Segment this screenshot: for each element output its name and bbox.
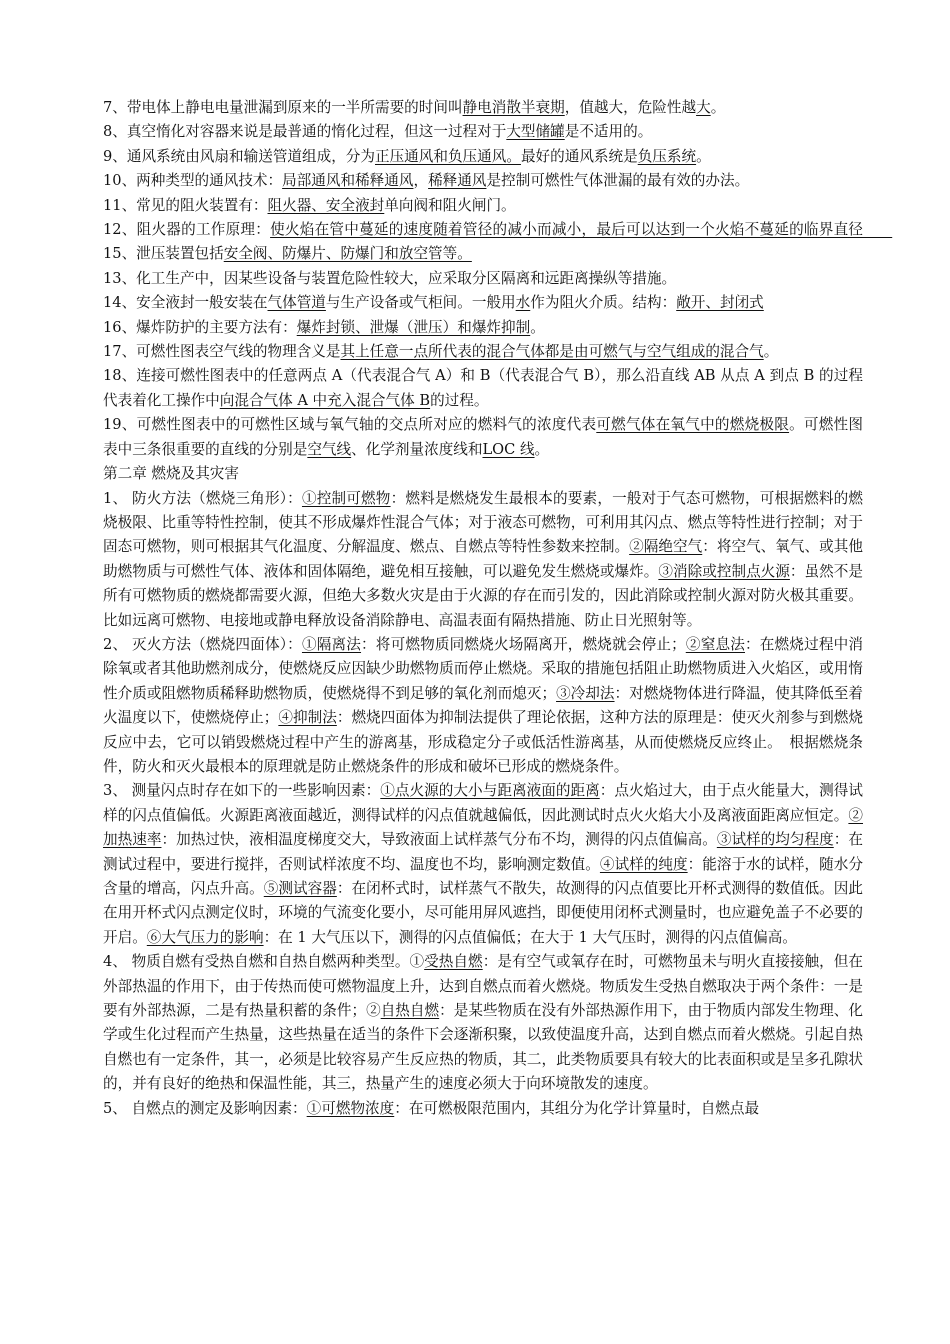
underlined-term: 安全阀、防爆片、防爆门和放空管等。 [223, 245, 472, 263]
text-run: 8、真空惰化对容器来说是最普通的惰化过程，但这一过程对于 [103, 123, 507, 141]
text-run: 单向阀和阻火闸门。 [384, 196, 516, 214]
text-run: 。 [696, 147, 711, 165]
underlined-term: ①隔离法 [301, 635, 362, 653]
paragraph [103, 1097, 863, 1121]
text-run: 作为阻火介质。结构： [530, 294, 677, 312]
paragraph [103, 169, 863, 193]
text-run: ：将空气、氧气、或其他助燃物质与可燃性气体、液体和固体隔绝，避免相互接触，可以避免发生燃烧或爆炸。 [103, 538, 863, 580]
underlined-term: 大 [696, 99, 711, 116]
underlined-term: ③试样的均匀程度 [716, 831, 834, 849]
underlined-term: 大型储罐 [506, 123, 565, 141]
text-run: 。 [530, 318, 545, 336]
text-run: 3、 测量闪点时存在如下的一些影响因素： [103, 782, 381, 800]
text-run: 与生产设备或气柜间。一般用 [325, 294, 516, 312]
underlined-term: ⑥大气压力的影响 [146, 928, 264, 946]
text-run: 1、 防火方法（燃烧三角形）： [103, 489, 302, 507]
underlined-term: ①点火源的大小与距离液面的距离 [380, 782, 600, 800]
document-page [103, 96, 893, 1121]
text-run: ， [413, 172, 429, 190]
underlined-term: ③冷却法 [556, 684, 615, 702]
paragraph [103, 413, 863, 462]
paragraph [103, 316, 863, 340]
text-run: 是不适用的。 [564, 123, 653, 141]
paragraph [103, 120, 863, 144]
text-run: 、化学剂量浓度线和 [351, 440, 483, 458]
paragraph [103, 267, 863, 291]
text-run: 12、阻火器的工作原理： [103, 221, 271, 239]
text-run: ：对燃烧物体进行降温，使其降低至着火温度以下，使燃烧停止； [103, 684, 863, 727]
underlined-term: ⑤测试容器 [263, 880, 337, 897]
underlined-term: 爆炸封锁、泄爆（泄压）和爆炸抑制 [296, 318, 531, 336]
text-run: 4、 物质自燃有受热自燃和自热自燃两种类型。① [103, 953, 425, 971]
text-run: ：燃料是燃烧发生最根本的要素，一般对于气态可燃物，可根据燃料的燃烧极限、比重等特性控制，使其不形成爆炸性混合气体；对于液态可燃物，可利用其闪点、燃点等特性进行控制；对于固态可燃物，则可根据其气化温度、分解温度、燃点、自燃点等特性参数来控制。 [103, 489, 863, 556]
text-run: 2、 灭火方法（燃烧四面体）： [103, 635, 302, 653]
text-run: ：虽然不是所有可燃物质的燃烧都需要火源，但绝大多数火灾是由于火源的存在而引发的，因此消除或控制火源对防火极其重要。比如远离可燃物、电接地或静电释放设备消除静电、高温表面有隔热措施、防止日光照射等。 [103, 562, 863, 629]
text-run: 7、带电体上静电电量泄漏到原来的一半所需要的时间叫 [103, 99, 463, 116]
text-run: 9、通风系统由风扇和输送管道组成，分为 [103, 147, 375, 165]
text-run: ：能溶于水的试样，随水分含量的增高，闪点升高。 [103, 855, 863, 897]
text-run: 。 [710, 99, 726, 116]
underlined-term: LOC 线 [482, 440, 535, 458]
underlined-term: ①可燃物浓度 [306, 1099, 395, 1117]
text-run: 18、连接可燃性图表中的任意两点 A（代表混合气 A）和 B（代表混合气 B），那么沿直线 AB 从点 A 到点 B 的过程代表着化工操作中 [103, 367, 863, 409]
text-run: ：在闭杯式时，试样蒸气不散失，故测得的闪点值要比开杯式测得的数值低。因此在用开杯式闪点测定仪时，环境的气流变化要小，尽可能用屏风遮挡，即便使用闭杯式测量时，也应避免盖子不必要的开启。 [103, 880, 863, 946]
text-run: 17、可燃性图表空气线的物理含义是 [103, 343, 341, 361]
text-run: ：燃烧四面体为抑制法提供了理论依据，这种方法的原理是：使灭火剂参与到燃烧反应中去，它可以销毁燃烧过程中产生的游离基，形成稳定分子或低活性游离基，从而使燃烧反应终止。 根据燃烧条件，防火和灭火最根本的原理就是防止燃烧条件的形成和破坏已形成的燃烧条件。 [103, 709, 863, 775]
underlined-term: ②隔绝空气 [629, 538, 703, 556]
text-run: ：点火焰过大，由于点火能量大，测得试样的闪点值偏低。火源距离液面越近，测得试样的闪点值就越偏低，因此测试时点火火焰大小及离液面距离应恒定。 [103, 782, 863, 824]
underlined-term: 向混合气体 A 中充入混合气体 B [219, 391, 431, 409]
underlined-term: 水 [515, 294, 531, 312]
text-run: 的过程。 [430, 391, 489, 409]
paragraph [103, 487, 863, 633]
paragraph [103, 145, 863, 169]
text-run: 13、化工生产中，因某些设备与装置危险性较大，应采取分区隔离和远距离操纵等措施。 [103, 269, 677, 287]
text-run: 第二章 燃烧及其灾害 [103, 465, 239, 483]
text-run: ：在可燃极限范围内，其组分为化学计算量时，自燃点最 [394, 1099, 760, 1117]
paragraph [103, 291, 863, 315]
underlined-term: 使火焰在管中蔓延的速度随着管径的减小而减小，最后可以达到一个火焰不蔓延的临界直径 [270, 221, 893, 239]
text-run: ：是某些物质在没有外部热源作用下，由于物质内部发生物理、化学或生化过程而产生热量，这些热量在适当的条件下会逐渐积聚，以致使温度升高，达到自燃点而着火燃烧。引起自热自燃也有一定条件，其一，必须是比较容易产生反应热的物质，其二，此类物质要具有较大的比表面积或是呈多孔隙状的，并有良好的绝热和保温性能，其三，热量产生的速度必须大于向环境散发的速度。 [103, 1002, 863, 1093]
text-run: ：在燃烧过程中消除氧或者其他助燃剂成分，使燃烧反应因缺少助燃物质而停止燃烧。采取的措施包括阻止助燃物质进入火焰区，或用惰性介质或阻燃物质稀释助燃物质，使燃烧得不到足够的氧化剂而熄灭； [103, 635, 863, 702]
underlined-term: 负压系统 [637, 147, 697, 165]
text-run: 15、泄压装置包括 [103, 245, 224, 263]
paragraph [103, 633, 863, 779]
underlined-term: 敞开、封闭式 [676, 294, 764, 312]
underlined-term: ①控制可燃物 [301, 489, 391, 507]
text-run: 14、安全液封一般安装在 [103, 294, 268, 312]
underlined-term: 正压通风和负压通风。 [374, 147, 521, 165]
text-run: 。可燃性图表中三条很重要的直线的分别是 [103, 416, 863, 458]
underlined-term: ②加热速率 [103, 806, 863, 849]
underlined-term: 气体管道 [267, 294, 326, 312]
text-run: ：加热过快，液相温度梯度交大，导致液面上试样蒸气分布不均，测得的闪点值偏高。 [161, 831, 717, 849]
text-run: ，值越大，危险性越 [564, 99, 697, 116]
underlined-term: 自热自燃 [380, 1002, 440, 1020]
underlined-term: 静电消散半衰期 [462, 99, 565, 116]
text-run: 是控制可燃性气体泄漏的最有效的办法。 [486, 172, 750, 190]
text-run: ：将可燃物质同燃烧火场隔离开，燃烧就会停止； [361, 635, 686, 653]
text-run: 。 [763, 343, 779, 361]
underlined-term: 稀释通风 [428, 172, 487, 190]
underlined-term: ③消除或控制点火源 [658, 562, 790, 580]
text-run: 。 [534, 440, 550, 458]
underlined-term: 可燃气体在氧气中的燃烧极限 [596, 416, 790, 434]
paragraph [103, 364, 863, 413]
underlined-term: 空气线 [307, 440, 352, 458]
text-run: 最好的通风系统是 [520, 147, 638, 165]
text-run: 19、可燃性图表中的可燃性区域与氧气轴的交点所对应的燃料气的浓度代表 [103, 416, 597, 434]
text-run: ：在测试过程中，要进行搅拌，否则试样浓度不均、温度也不均，影响测定数值。 [103, 831, 863, 873]
text-run: 16、爆炸防护的主要方法有： [103, 318, 297, 336]
underlined-term: 局部通风和稀释通风 [282, 172, 414, 190]
text-run: 10、两种类型的通风技术： [103, 172, 283, 190]
underlined-term: 受热自燃 [424, 953, 483, 971]
underlined-term: ②窒息法 [685, 635, 745, 653]
paragraph [103, 194, 863, 218]
text-run: 11、常见的阻火装置有： [103, 196, 268, 214]
text-run: ：在 1 大气压以下，测得的闪点值偏低；在大于 1 大气压时，测得的闪点值偏高。 [263, 928, 797, 946]
underlined-term: 阻火器、安全液封 [267, 196, 385, 214]
paragraph [103, 340, 863, 364]
paragraph [103, 779, 863, 950]
underlined-term: ④抑制法 [278, 709, 337, 727]
paragraph [103, 950, 863, 1096]
text-run: 5、 自燃点的测定及影响因素： [103, 1099, 307, 1117]
underlined-term: 其上任意一点所代表的混合气体都是由可燃气与空气组成的混合气 [340, 343, 764, 361]
underlined-term: ④试样的纯度 [599, 855, 688, 873]
text-run: ：是有空气或氧存在时，可燃物虽未与明火直接接触，但在外部热温的作用下，由于传热而使可燃物温度上升，达到自燃点而着火燃烧。物质发生受热自燃取决于两个条件：一是要有外部热源，二是有热量积蓄的条件；② [103, 953, 863, 1020]
paragraph [103, 218, 893, 267]
chapter-heading [103, 462, 863, 486]
paragraph [103, 96, 863, 120]
